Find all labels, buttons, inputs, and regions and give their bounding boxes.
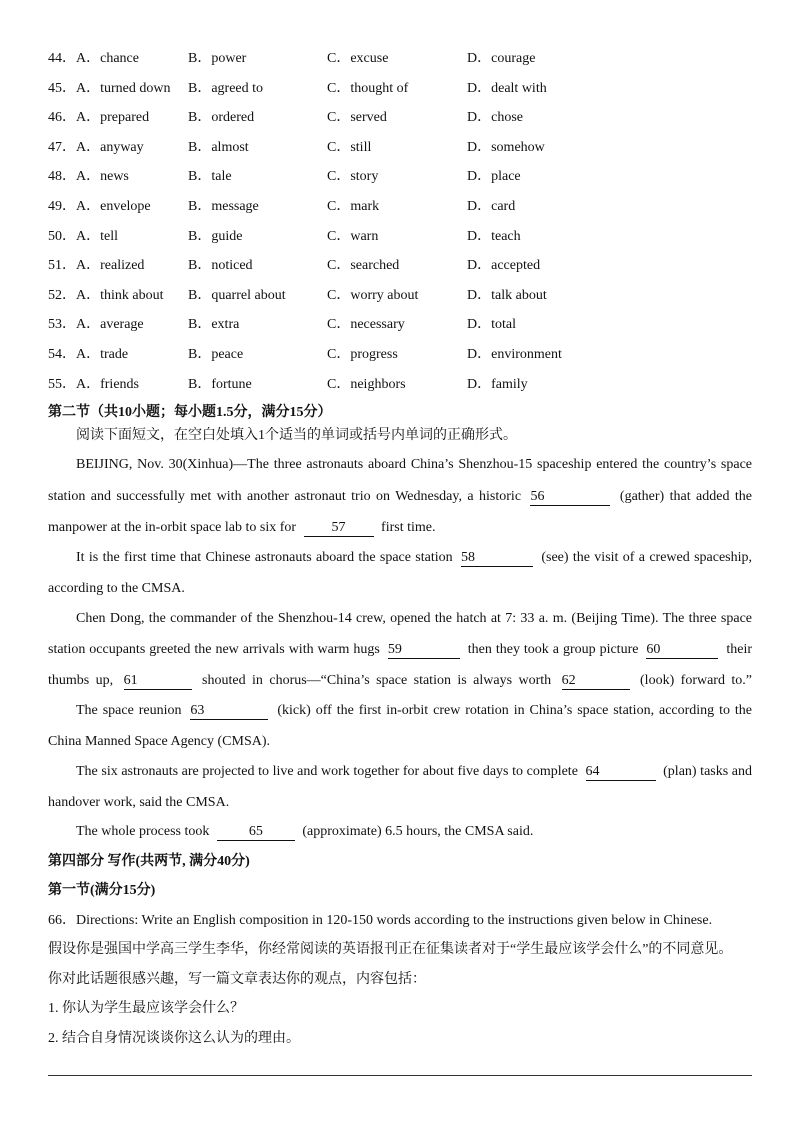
option-a[interactable]: A．trade bbox=[76, 347, 129, 362]
option-b[interactable]: B．noticed bbox=[188, 258, 253, 274]
option-a[interactable]: A．average bbox=[76, 317, 144, 333]
question-lead bbox=[48, 166, 129, 188]
option-b[interactable]: B．ordered bbox=[188, 110, 255, 126]
passage-line: handover work, said the CMSA. bbox=[48, 795, 230, 810]
option-c[interactable]: C．still bbox=[327, 139, 372, 155]
option-b[interactable]: B．fortune bbox=[188, 376, 252, 392]
question-lead bbox=[48, 374, 139, 396]
option-a[interactable]: A．prepared bbox=[76, 110, 150, 126]
passage-line: station occupants greeted the new arrivals with warm hugs 59 then they took a group picture 60 their bbox=[48, 642, 753, 657]
blank-58[interactable]: 58 bbox=[461, 550, 533, 567]
option-d[interactable]: D．environment bbox=[467, 347, 562, 362]
question-number: 49． bbox=[48, 199, 76, 214]
blank-62[interactable]: 62 bbox=[562, 673, 630, 690]
option-a[interactable]: A．realized bbox=[76, 258, 145, 274]
option-a[interactable]: A．news bbox=[76, 169, 129, 185]
option-d[interactable]: D．card bbox=[467, 199, 516, 214]
blank-64[interactable]: 64 bbox=[586, 764, 656, 781]
option-d[interactable]: D．accepted bbox=[467, 258, 541, 274]
divider-line bbox=[48, 1075, 752, 1076]
blank-65[interactable]: 65 bbox=[217, 824, 295, 841]
option-d[interactable]: D．dealt with bbox=[467, 80, 547, 96]
option-c[interactable]: C．progress bbox=[327, 347, 398, 362]
writing-prompt-cn: 你对此话题很感兴趣，写一篇文章表达你的观点，内容包括： bbox=[48, 972, 426, 987]
option-a[interactable]: A．think about bbox=[76, 287, 164, 303]
option-a[interactable]: A．turned down bbox=[76, 80, 171, 96]
option-a[interactable]: A．anyway bbox=[76, 139, 144, 155]
question-number: 48． bbox=[48, 169, 76, 185]
writing-prompt-cn: 假设你是强国中学高三学生李华，你经常阅读的英语报刊正在征集读者对于“学生最应该学会什么”的不同意见。 bbox=[48, 942, 733, 957]
option-a[interactable]: A．envelope bbox=[76, 199, 151, 214]
question-number: 44． bbox=[48, 51, 76, 66]
option-c[interactable]: C．necessary bbox=[327, 317, 405, 333]
question-number: 55． bbox=[48, 376, 76, 392]
blank-56[interactable]: 56 bbox=[530, 489, 610, 506]
passage-line: The space reunion 63 (kick) off the first in-orbit crew rotation in China’s space station, according to the bbox=[76, 703, 753, 718]
option-c[interactable]: C．story bbox=[327, 169, 379, 185]
option-c[interactable]: C．neighbors bbox=[327, 376, 406, 392]
option-d[interactable]: D．courage bbox=[467, 51, 536, 66]
option-b[interactable]: B．extra bbox=[188, 317, 240, 333]
option-b[interactable]: B．power bbox=[188, 51, 247, 66]
option-b[interactable]: B．guide bbox=[188, 228, 243, 244]
question-lead bbox=[48, 314, 144, 336]
question-number: 54． bbox=[48, 347, 76, 362]
option-b[interactable]: B．agreed to bbox=[188, 80, 264, 96]
option-c[interactable]: C．served bbox=[327, 110, 387, 126]
option-b[interactable]: B．peace bbox=[188, 347, 244, 362]
question-number: 47． bbox=[48, 139, 76, 155]
passage-line: Chen Dong, the commander of the Shenzhou-14 crew, opened the hatch at 7: 33 a. m. (Beijing Time). The three space bbox=[76, 611, 752, 626]
passage-line: The six astronauts are projected to live and work together for about five days to complete 64 (plan) tasks and bbox=[76, 764, 752, 779]
passage-line: BEIJING, Nov. 30(Xinhua)—The three astronauts aboard China’s Shenzhou-15 spaceship entered the country’s space bbox=[76, 457, 752, 472]
question-number: 52． bbox=[48, 287, 76, 303]
question-lead bbox=[48, 48, 139, 70]
option-d[interactable]: D．talk about bbox=[467, 287, 547, 303]
option-a[interactable]: A．chance bbox=[76, 51, 139, 66]
question-number: 51． bbox=[48, 258, 76, 274]
option-d[interactable]: D．family bbox=[467, 376, 528, 392]
option-c[interactable]: C．warn bbox=[327, 228, 379, 244]
question-number: 46． bbox=[48, 110, 76, 126]
option-c[interactable]: C．worry about bbox=[327, 287, 419, 303]
question-lead bbox=[48, 285, 164, 307]
section-instruction: 阅读下面短文，在空白处填入1个适当的单词或括号内单词的正确形式。 bbox=[76, 428, 517, 443]
option-b[interactable]: B．tale bbox=[188, 169, 232, 185]
part4-subheading: 第一节(满分15分) bbox=[48, 883, 156, 898]
question-lead bbox=[48, 344, 128, 366]
blank-63[interactable]: 63 bbox=[190, 703, 268, 720]
section-heading: 第二节（共10小题；每小题1.5分，满分15分） bbox=[48, 405, 332, 420]
passage-line: manpower at the in-orbit space lab to six for 57 first time. bbox=[48, 520, 436, 535]
question-number: 50． bbox=[48, 228, 76, 244]
option-d[interactable]: D．teach bbox=[467, 228, 521, 244]
option-d[interactable]: D．chose bbox=[467, 110, 523, 126]
option-d[interactable]: D．place bbox=[467, 169, 521, 185]
question-lead bbox=[48, 196, 151, 218]
writing-directions: 66．Directions: Write an English composition in 120-150 words according to the instructions given below in Chinese. bbox=[48, 913, 713, 928]
question-lead bbox=[48, 255, 144, 277]
passage-line: according to the CMSA. bbox=[48, 581, 185, 596]
passage-line: China Manned Space Agency (CMSA). bbox=[48, 734, 271, 749]
part4-heading: 第四部分 写作(共两节, 满分40分) bbox=[48, 854, 250, 869]
option-b[interactable]: B．message bbox=[188, 199, 259, 214]
question-lead bbox=[48, 226, 118, 248]
option-b[interactable]: B．quarrel about bbox=[188, 287, 286, 303]
passage-line: It is the first time that Chinese astronauts aboard the space station 58 (see) the visit of a crewed spaceship, bbox=[76, 550, 753, 565]
question-lead bbox=[48, 78, 171, 100]
writing-point-2: 2. 结合自身情况谈谈你这么认为的理由。 bbox=[48, 1031, 300, 1046]
option-a[interactable]: A．tell bbox=[76, 228, 118, 244]
option-c[interactable]: C．mark bbox=[327, 199, 380, 214]
passage-line: station and successfully met with another astronaut trio on Wednesday, a historic 56 (gather) that added the bbox=[48, 489, 753, 504]
blank-61[interactable]: 61 bbox=[124, 673, 192, 690]
blank-59[interactable]: 59 bbox=[388, 642, 460, 659]
question-lead bbox=[48, 107, 149, 129]
question-lead bbox=[48, 137, 144, 159]
question-number: 45． bbox=[48, 80, 76, 96]
option-a[interactable]: A．friends bbox=[76, 376, 139, 392]
option-d[interactable]: D．somehow bbox=[467, 139, 545, 155]
option-c[interactable]: C．thought of bbox=[327, 80, 409, 96]
option-d[interactable]: D．total bbox=[467, 317, 516, 333]
blank-60[interactable]: 60 bbox=[646, 642, 718, 659]
option-c[interactable]: C．searched bbox=[327, 258, 400, 274]
question-number: 53． bbox=[48, 317, 76, 333]
option-b[interactable]: B．almost bbox=[188, 139, 249, 155]
writing-point-1: 1. 你认为学生最应该学会什么？ bbox=[48, 1001, 244, 1016]
passage-line: The whole process took 65 (approximate) 6.5 hours, the CMSA said. bbox=[76, 824, 534, 839]
passage-line: thumbs up, 61 shouted in chorus—“China’s space station is always worth 62 (look) forward to.” bbox=[48, 673, 753, 688]
blank-57[interactable]: 57 bbox=[304, 520, 374, 537]
option-c[interactable]: C．excuse bbox=[327, 51, 389, 66]
